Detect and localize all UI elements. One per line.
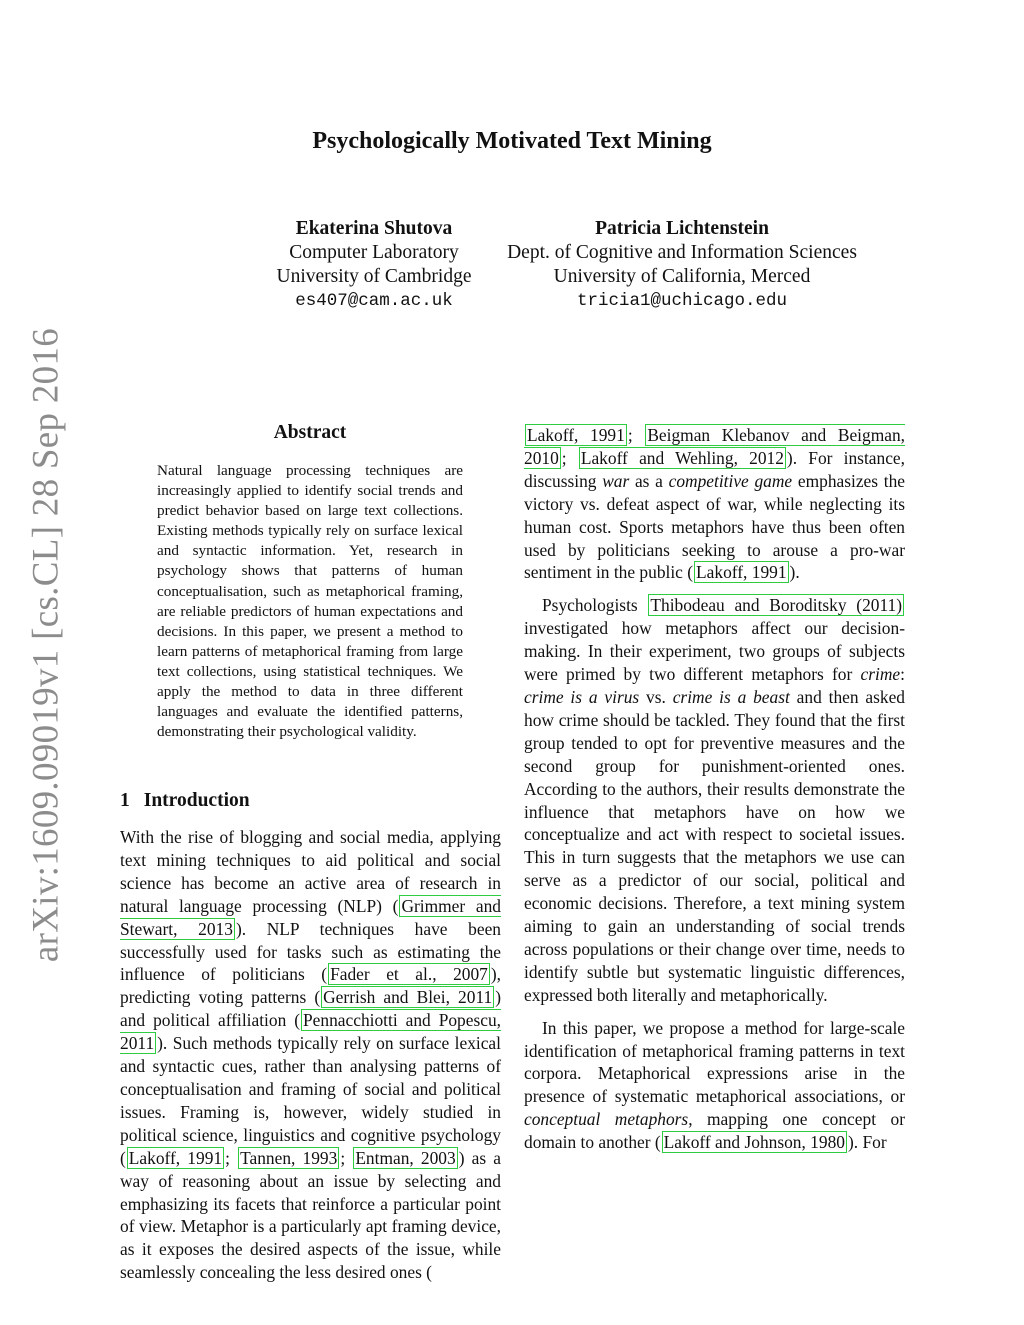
citation-link[interactable]: Lakoff and Johnson, 1980 <box>663 1132 845 1153</box>
author-department: Computer Laboratory <box>289 242 459 263</box>
section-title: Introduction <box>143 790 250 811</box>
section-number: 1 <box>120 790 130 811</box>
section-heading <box>120 790 250 812</box>
right-column <box>524 424 905 1154</box>
citation-link[interactable]: Beigman Klebanov and Beigman, 2010 <box>524 425 905 468</box>
intro-paragraph: Psychologists Thibodeau and Boroditsky (2011) investigated how metaphors affect our decision-making. In their experiment, two groups of subjects were primed by two different metaphors for crime: crime is a virus vs. crime is a beast and then asked how crime should be tackled. They found that the first group tended to opt for preventive measures and the second group for punishment-oriented ones. According to the authors, their results demonstrate the influence that metaphors have on how we conceptualize and act with respect to societal issues. This in turn suggests that the metaphors we use can serve as a predictor of our social, political and economic decisions. Therefore, a text mining system aiming to gain an understanding of social trends across populations or their change over time, needs to identify subtle but systematic linguistic differences, expressed both literally and metaphorically. <box>524 595 905 1005</box>
citation-link[interactable]: Pennacchiotti and Popescu, 2011 <box>120 1010 501 1054</box>
citation-link[interactable]: Lakoff, 1991 <box>696 562 787 583</box>
citation-link[interactable]: Entman, 2003 <box>355 1147 456 1168</box>
abstract-text: Natural language processing techniques are increasingly applied to identify social trends and predict behavior based on large text collections. Existing methods typically rely on surface lexical and syntactic information. Yet, research in psychology shows that patterns of human conceptualisation, such as metaphorical framing, are reliable predictors of human expectations and decisions. In this paper, we present a method to learn patterns of metaphorical framing from large text collections, using statistical techniques. We apply the method to data in three different languages and evaluate the identified patterns, demonstrating their psychological validity. <box>157 462 463 741</box>
author-block <box>224 217 524 313</box>
citation-link[interactable]: Grimmer and Stewart, 2013 <box>120 895 501 939</box>
author-department: Dept. of Cognitive and Information Sciences <box>507 242 857 263</box>
citation-link[interactable]: Lakoff and Wehling, 2012 <box>580 447 784 468</box>
arxiv-identifier: arXiv:1609.09019v1 [cs.CL] 28 Sep 2016 <box>25 327 67 963</box>
author-block <box>482 217 882 313</box>
author-institution: University of Cambridge <box>276 266 472 287</box>
author-name: Ekaterina Shutova <box>295 218 453 239</box>
abstract-heading: Abstract <box>273 422 347 443</box>
citation-link[interactable]: Fader et al., 2007 <box>330 964 488 985</box>
author-email[interactable]: tricia1@uchicago.edu <box>576 291 788 311</box>
intro-paragraph: With the rise of blogging and social media, applying text mining techniques to aid political and social science has become an active area of research in natural language processing (NLP) ( Grimmer and Stewart, 2013 ). NLP techniques have been successfully used for tasks such as estimating the influence of politicians ( Fader et al., 2007 ), predicting voting patterns ( Gerrish and Blei, 2011 ) and political affiliation ( Pennacchiotti and Popescu, 2011 ). Such methods typically rely on surface lexical and syntactic cues, rather than analysing patterns of conceptualisation and framing of social and political issues. Framing is, however, widely studied in political science, linguistics and cognitive psychology ( Lakoff, 1991 ; Tannen, 1993 ; Entman, 2003 ) as a way of reasoning about an issue by selecting and emphasizing its facets that reinforce a particular point of view. Metaphor is a particularly apt framing device, as it exposes the desired aspects of the issue, while seamlessly concealing the less desired ones ( <box>120 827 502 1283</box>
author-name: Patricia Lichtenstein <box>595 218 769 239</box>
author-institution: University of California, Merced <box>553 266 811 287</box>
citation-link[interactable]: Tannen, 1993 <box>240 1147 338 1168</box>
citation-link[interactable]: Thibodeau and Boroditsky (2011) <box>650 595 902 616</box>
intro-paragraph: In this paper, we propose a method for large-scale identification of metaphorical framing patterns in text corpora. Metaphorical expressions arise in the presence of systematic metaphorical associations, or conceptual metaphors, mapping one concept or domain to another ( Lakoff and Johnson, 1980 ). For <box>524 1017 905 1153</box>
intro-paragraph-continued: Lakoff, 1991 ; Beigman Klebanov and Beigman, 2010 ; Lakoff and Wehling, 2012 ). For instance, discussing war as a competitive game emphasizes the victory vs. defeat aspect of war, while neglecting its human cost. Sports metaphors have thus been often used by politicians seeking to arouse a pro-war sentiment in the public ( Lakoff, 1991 ). <box>524 425 905 583</box>
citation-link[interactable]: Lakoff, 1991 <box>128 1147 223 1168</box>
citation-link[interactable]: Gerrish and Blei, 2011 <box>323 987 493 1008</box>
left-column <box>120 826 501 1284</box>
author-email[interactable]: es407@cam.ac.uk <box>295 291 453 311</box>
paper-title: Psychologically Motivated Text Mining <box>312 128 712 154</box>
citation-link[interactable]: Lakoff, 1991 <box>527 425 625 445</box>
